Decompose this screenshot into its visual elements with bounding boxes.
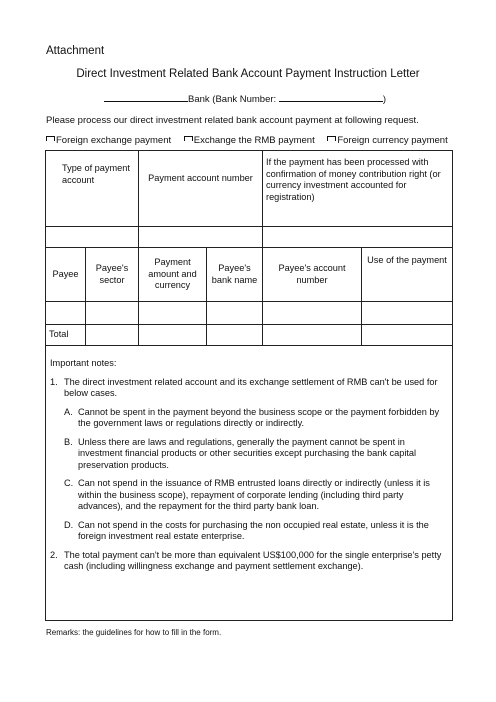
checkbox-icon[interactable] (46, 136, 55, 141)
note-subitem-letter: A. (64, 406, 73, 417)
option-label: Exchange the RMB payment (193, 135, 315, 146)
payee-cell[interactable] (46, 302, 86, 325)
note-subitem-letter: B. (64, 436, 73, 447)
bank-name-blank[interactable] (104, 92, 188, 102)
note-subitem-letter: C. (64, 478, 74, 488)
attachment-label: Attachment (46, 45, 105, 57)
option-label: Foreign currency payment (337, 135, 448, 146)
note-subitem (64, 407, 448, 430)
checkbox-icon[interactable] (327, 136, 336, 141)
account-info-row (46, 151, 453, 227)
note-subitem-text: Cannot be spent in the payment beyond the business scope or the payment forbidden by the government laws or regulations directly or indirectly. (78, 406, 440, 428)
payee-bank-cell[interactable] (207, 302, 263, 325)
bank-label: Bank (Bank Number: (188, 94, 279, 105)
total-label: Total (46, 325, 86, 346)
note-subitem (64, 478, 448, 513)
option-exchange-rmb[interactable] (184, 135, 315, 146)
payment-account-number-cell[interactable] (139, 227, 263, 248)
confirmation-cell[interactable] (263, 227, 453, 248)
payee-bank-header: Payee's bank name (207, 248, 263, 302)
use-of-payment-cell[interactable] (362, 302, 453, 325)
payee-account-cell[interactable] (263, 302, 362, 325)
note-item (50, 377, 448, 400)
payee-account-header: Payee's account number (263, 248, 362, 302)
payment-form-table (45, 150, 453, 621)
note-subitem-text: Can not spend in the costs for purchasing the non occupied real estate, unless it is the foreign investment real estate enterprise. (78, 519, 429, 541)
note-text: The direct investment related account and its exchange settlement of RMB can't be used for below cases. (64, 376, 438, 398)
total-cell[interactable] (86, 325, 139, 346)
payment-amount-header: Payment amount and currency (139, 248, 207, 302)
note-subitem (64, 437, 448, 472)
important-notes (46, 346, 453, 621)
type-of-payment-account-header: Type of payment account (46, 151, 139, 227)
confirmation-note-header: If the payment has been processed with confirmation of money contribution right (or currency investment accounted for registration) (263, 151, 453, 227)
payee-entry-row (46, 302, 453, 325)
note-subitem-letter: D. (64, 519, 74, 530)
payee-header: Payee (46, 248, 86, 302)
payment-account-number-header: Payment account number (139, 151, 263, 227)
intro-text: Please process our direct investment related bank account payment at following request. (46, 115, 419, 126)
bank-line (104, 92, 386, 105)
payee-header-row (46, 248, 453, 302)
notes-row (46, 346, 453, 621)
bank-number-blank[interactable] (279, 92, 383, 102)
option-foreign-exchange[interactable] (46, 135, 171, 146)
total-row (46, 325, 453, 346)
bank-close: ) (382, 94, 386, 105)
total-cell[interactable] (207, 325, 263, 346)
total-amount-cell[interactable] (139, 325, 207, 346)
checkbox-icon[interactable] (184, 136, 193, 141)
type-of-payment-account-cell[interactable] (46, 227, 139, 248)
notes-title: Important notes: (50, 358, 117, 368)
use-of-payment-header: Use of the payment (362, 248, 453, 302)
account-info-blank-row (46, 227, 453, 248)
payee-sector-header: Payee's sector (86, 248, 139, 302)
note-number: 2. (50, 549, 58, 560)
page-title: Direct Investment Related Bank Account Payment Instruction Letter (76, 68, 420, 80)
option-label: Foreign exchange payment (56, 135, 172, 146)
payment-amount-cell[interactable] (139, 302, 207, 325)
note-item (50, 550, 448, 573)
option-foreign-currency[interactable] (327, 135, 447, 146)
note-subitem (64, 520, 448, 543)
note-subitem-text: Unless there are laws and regulations, generally the payment cannot be spent in investment financial products or other securities except purchasing the bank capital preservation products. (78, 436, 417, 470)
payee-sector-cell[interactable] (86, 302, 139, 325)
note-text: The total payment can't be more than equivalent US$100,000 for the single enterprise's petty cash (including willingness exchange and payment settlement exchange). (64, 549, 442, 571)
note-subitem-text: Can not spend in the issuance of RMB entrusted loans directly or indirectly (unless it is within the business scope), repayment of corporate lending (including third party advances), and the repayment for the third party bank loan. (78, 478, 430, 511)
total-cell[interactable] (263, 325, 362, 346)
remarks-text: Remarks: the guidelines for how to fill in the form. (46, 628, 222, 637)
total-cell[interactable] (362, 325, 453, 346)
payment-options (46, 135, 448, 146)
note-number: 1. (50, 376, 58, 387)
